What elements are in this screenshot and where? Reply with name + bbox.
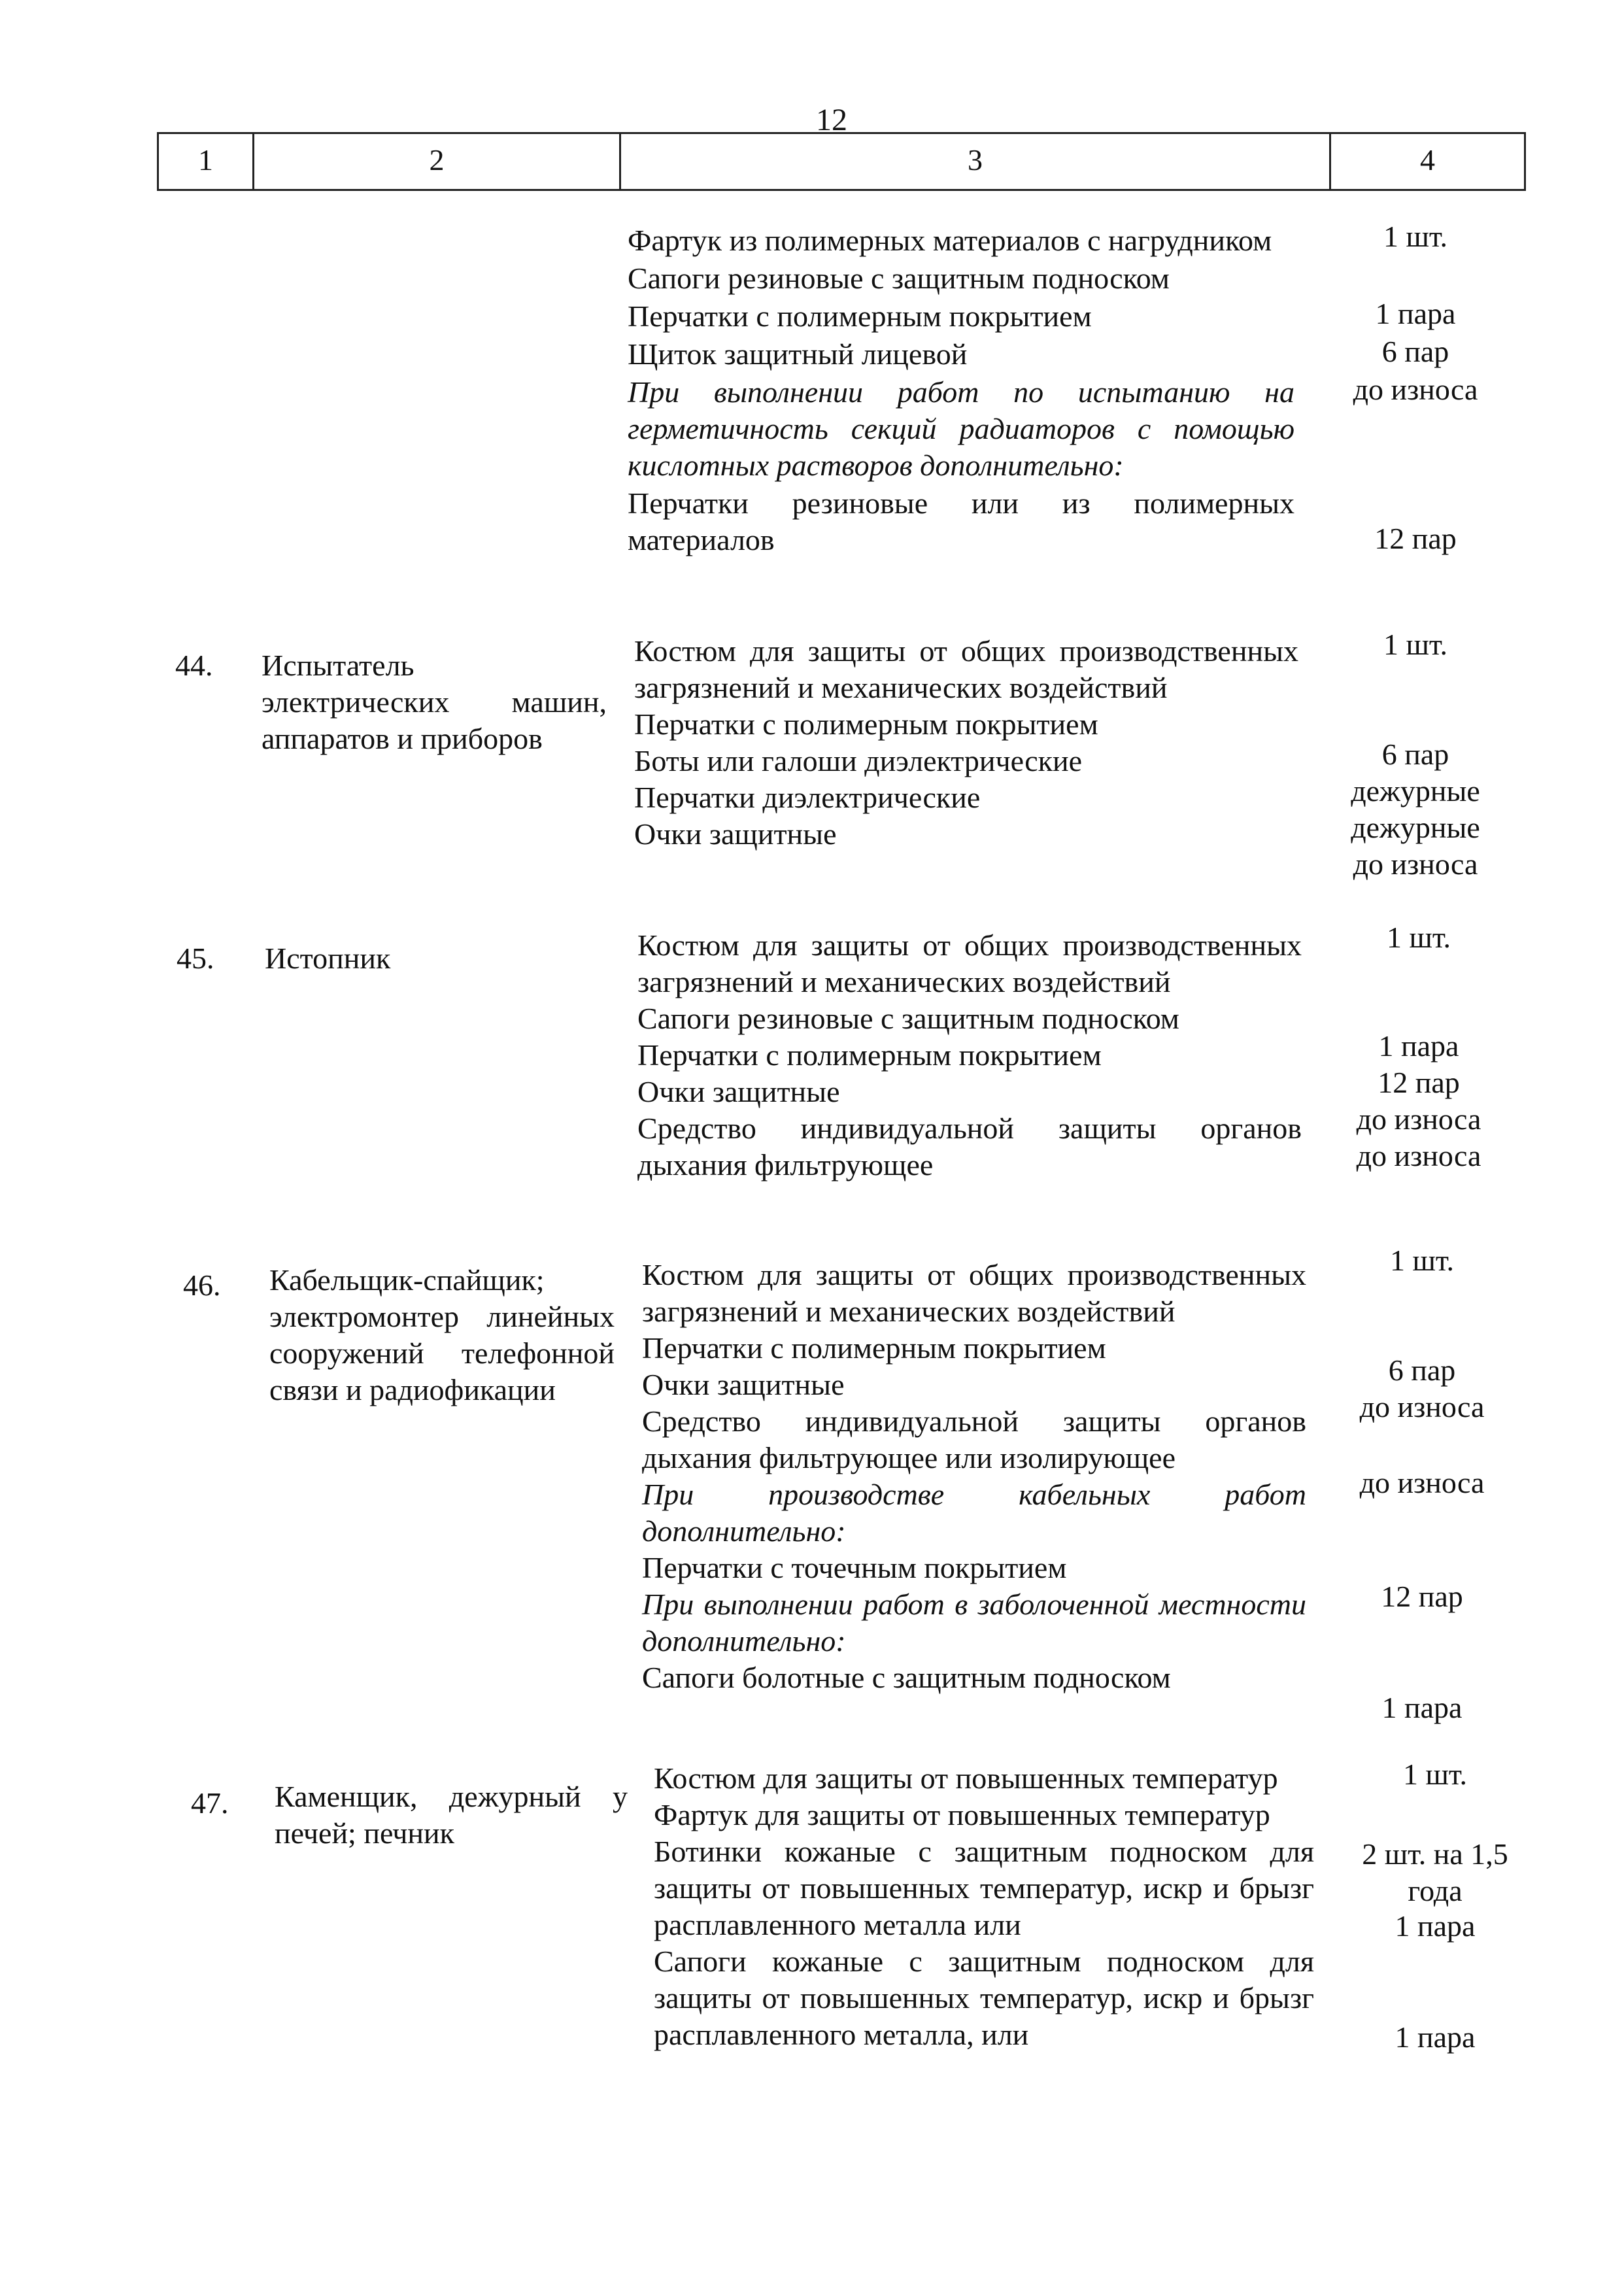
row-number: 45. bbox=[177, 942, 214, 975]
norm-value: 6 пар bbox=[1388, 1353, 1456, 1387]
list-item: Ботинки кожаные с защитным подноском для защиты от повышенных температур, искр и брызг расплавленного металла или bbox=[654, 1835, 1314, 1941]
ppe-items bbox=[642, 1257, 1306, 1696]
list-item: Костюм для защиты от общих производственных загрязнений и механических воздействий bbox=[637, 928, 1302, 998]
norm-value: дежурные bbox=[1351, 811, 1480, 844]
continuation-items bbox=[628, 222, 1294, 558]
norm-value: 12 пар bbox=[1381, 1580, 1463, 1613]
norm-value: 12 пар bbox=[1374, 522, 1457, 555]
note-item: При выполнении работ в заболоченной местности дополнительно: bbox=[642, 1588, 1306, 1658]
norm-value: до износа bbox=[1359, 1466, 1485, 1499]
norm-value: 1 пара bbox=[1395, 1909, 1476, 1943]
norm-value: до износа bbox=[1356, 1139, 1481, 1172]
norm-value: 1 пара bbox=[1375, 297, 1456, 330]
profession-name: Каменщик, дежурный у печей; печник bbox=[275, 1780, 628, 1850]
note-item: При производстве кабельных работ дополнительно: bbox=[642, 1478, 1306, 1548]
header-col-3: 3 bbox=[621, 134, 1331, 189]
header-col-4: 4 bbox=[1420, 143, 1435, 177]
profession-name: Кабельщик-спайщик; электромонтер линейных сооружений телефонной связи и радиофикации bbox=[269, 1263, 615, 1406]
norm-value: 12 пар bbox=[1378, 1066, 1460, 1099]
ppe-items bbox=[634, 633, 1298, 853]
ppe-items bbox=[637, 927, 1302, 1183]
profession-name: Испытатель электрических машин, аппаратов и приборов bbox=[262, 649, 607, 755]
list-item: Перчатки диэлектрические bbox=[634, 781, 981, 814]
list-item: Средство индивидуальной защиты органов дыхания фильтрующее или изолирующее bbox=[642, 1404, 1306, 1474]
list-item: Перчатки резиновые или из полимерных материалов bbox=[628, 486, 1294, 556]
norm-value: 1 шт. bbox=[1386, 921, 1451, 954]
norm-value: 1 пара bbox=[1378, 1029, 1459, 1062]
norm-value: 1 шт. bbox=[1402, 1758, 1468, 1791]
list-item: Сапоги болотные с защитным подноском bbox=[642, 1661, 1171, 1694]
list-item: Костюм для защиты от общих производственных загрязнений и механических воздействий bbox=[634, 634, 1298, 704]
list-item: Перчатки с полимерным покрытием bbox=[637, 1038, 1102, 1072]
table-header bbox=[157, 132, 1526, 191]
norm-value: 1 шт. bbox=[1383, 220, 1448, 253]
norm-value: 6 пар bbox=[1381, 335, 1449, 368]
list-item: Очки защитные bbox=[634, 817, 837, 851]
norm-value: 1 пара bbox=[1395, 2020, 1476, 2054]
norm-value: 1 пара bbox=[1381, 1691, 1463, 1724]
list-item: Перчатки с полимерным покрытием bbox=[628, 299, 1092, 333]
note-item: При выполнении работ по испытанию на герметичность секций радиаторов с помощью кислотных растворов дополнительно: bbox=[628, 375, 1294, 482]
list-item: Костюм для защиты от повышенных температур bbox=[654, 1761, 1278, 1795]
list-item: Костюм для защиты от общих производственных загрязнений и механических воздействий bbox=[642, 1258, 1306, 1328]
row-number: 46. bbox=[183, 1268, 221, 1302]
header-col-2: 2 bbox=[254, 134, 621, 189]
page-number: 12 bbox=[816, 103, 847, 137]
list-item: Перчатки с точечным покрытием bbox=[642, 1551, 1067, 1584]
norm-value: 2 шт. на 1,5 года bbox=[1362, 1837, 1508, 1907]
list-item: Сапоги кожаные с защитным подноском для защиты от повышенных температур, искр и брызг расплавленного металла, или bbox=[654, 1945, 1314, 2051]
norm-value: до износа bbox=[1359, 1390, 1485, 1423]
profession-name: Истопник bbox=[265, 942, 391, 975]
header-col-1: 1 bbox=[159, 134, 254, 189]
list-item: Очки защитные bbox=[642, 1368, 845, 1401]
norm-value: 1 шт. bbox=[1389, 1244, 1455, 1277]
norm-value: 1 шт. bbox=[1383, 628, 1448, 661]
norm-value: до износа bbox=[1353, 847, 1478, 881]
norm-value: 6 пар bbox=[1381, 738, 1449, 771]
norm-value: дежурные bbox=[1351, 774, 1480, 808]
list-item: Щиток защитный лицевой bbox=[628, 337, 968, 371]
list-item: Сапоги резиновые с защитным подноском bbox=[628, 262, 1170, 295]
list-item: Сапоги резиновые с защитным подноском bbox=[637, 1002, 1179, 1035]
list-item: Фартук для защиты от повышенных температур bbox=[654, 1798, 1270, 1831]
list-item: Фартук из полимерных материалов с нагрудником bbox=[628, 224, 1272, 257]
list-item: Перчатки с полимерным покрытием bbox=[634, 707, 1098, 741]
list-item: Боты или галоши диэлектрические bbox=[634, 744, 1083, 777]
row-number: 47. bbox=[191, 1786, 229, 1820]
list-item: Перчатки с полимерным покрытием bbox=[642, 1331, 1106, 1365]
norm-value: до износа bbox=[1356, 1102, 1481, 1136]
ppe-items bbox=[654, 1760, 1314, 2053]
norm-value: до износа bbox=[1353, 373, 1478, 406]
row-number: 44. bbox=[175, 649, 213, 682]
list-item: Очки защитные bbox=[637, 1075, 840, 1108]
list-item: Средство индивидуальной защиты органов дыхания фильтрующее bbox=[637, 1112, 1302, 1182]
